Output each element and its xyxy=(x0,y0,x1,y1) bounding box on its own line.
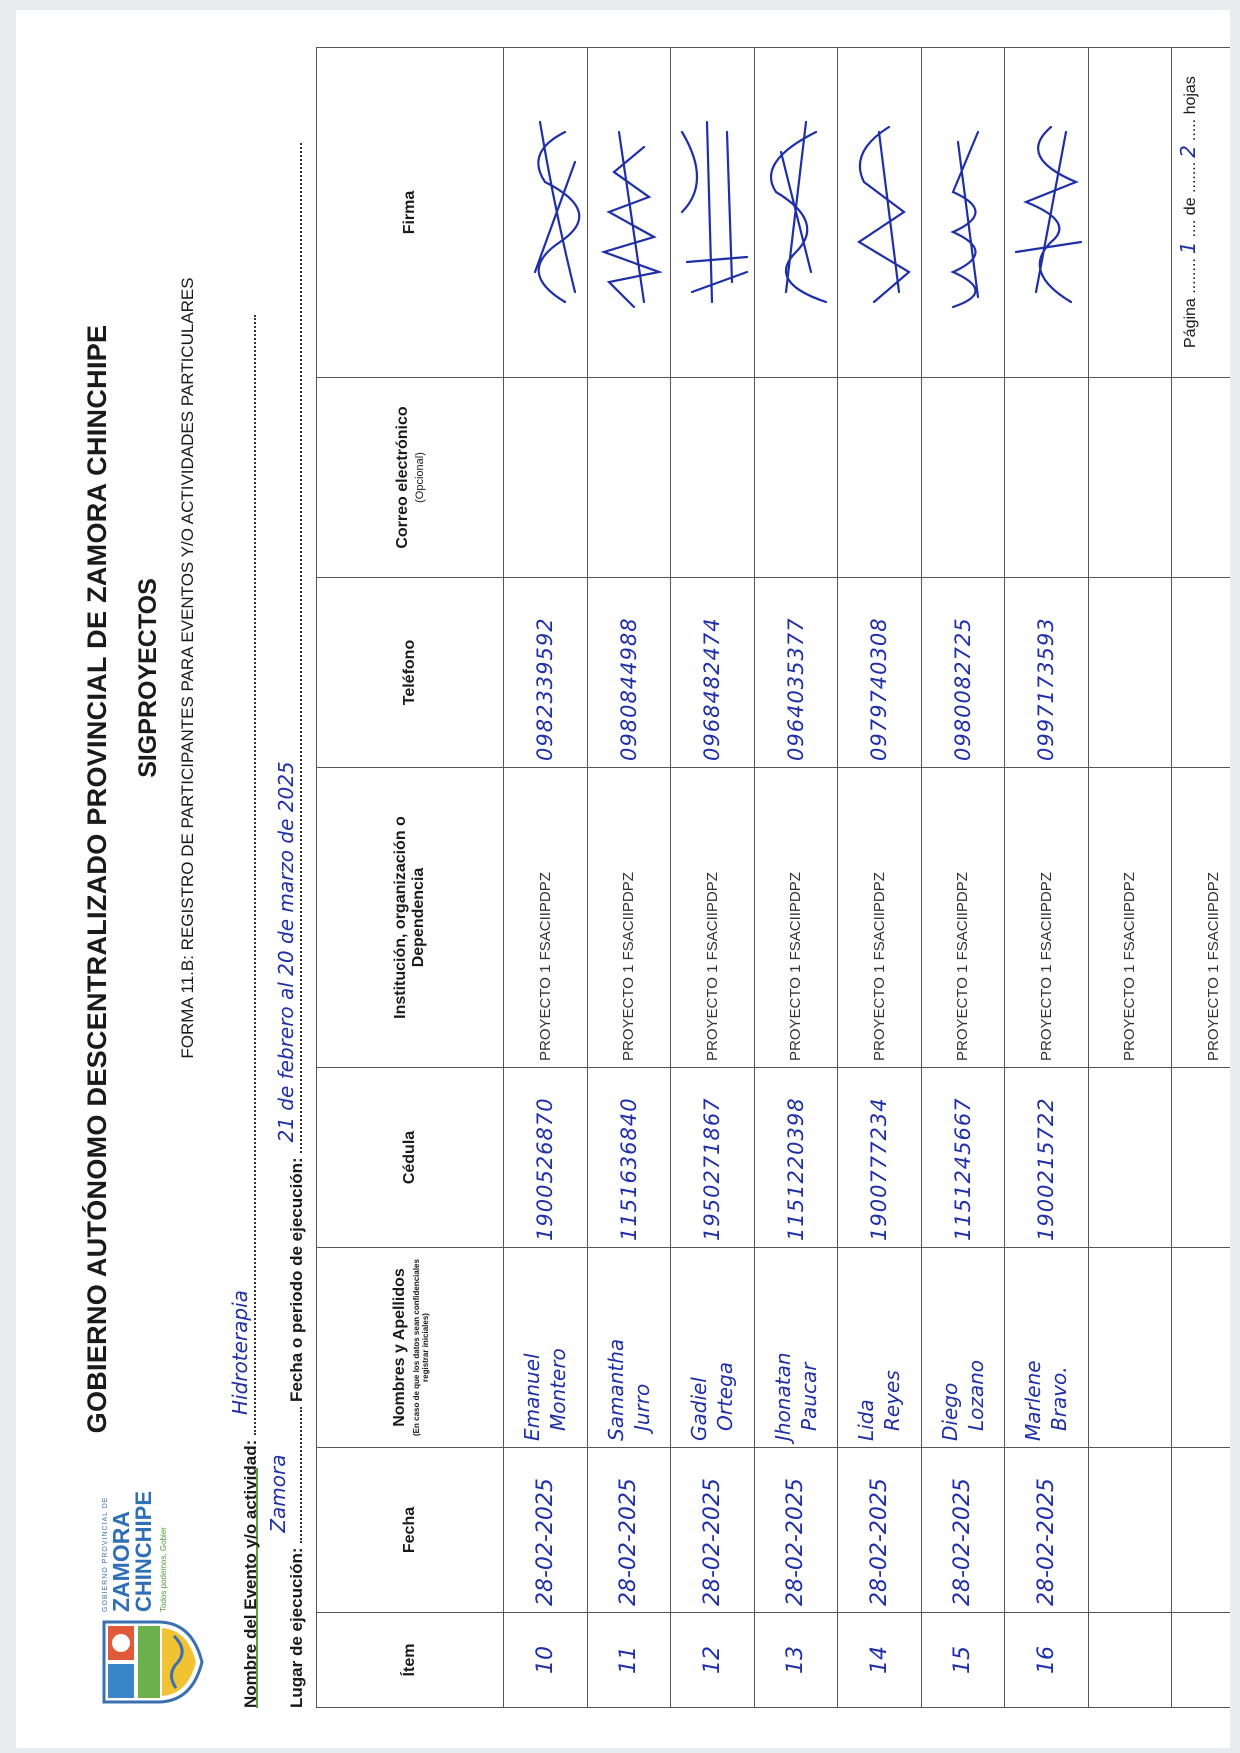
page-counter: Página ........1.... de .......2..... hojas xyxy=(1176,76,1200,348)
event-place-label: Lugar de ejecución: xyxy=(287,1547,306,1708)
event-date-field xyxy=(274,143,302,1153)
header-nombres xyxy=(317,1248,504,1448)
first-name: Gadiel xyxy=(687,1377,712,1441)
fecha-value: 28-02-2025 xyxy=(1033,1478,1059,1606)
cedula-value: 1151220398 xyxy=(783,1097,808,1241)
page-number: 1 xyxy=(1176,241,1200,255)
cell-fecha xyxy=(587,1448,671,1613)
cell-telefono xyxy=(921,578,1005,768)
signature-icon xyxy=(756,57,836,377)
cell-fecha xyxy=(838,1448,922,1613)
cell-cedula xyxy=(587,1068,671,1248)
last-name: Bravo. xyxy=(1047,1366,1072,1431)
cell-institucion xyxy=(1172,768,1231,1068)
cell-institucion xyxy=(504,768,588,1068)
last-name: Lozano xyxy=(963,1359,988,1431)
table-row xyxy=(504,48,588,1708)
fecha-value: 28-02-2025 xyxy=(616,1478,642,1606)
prefecture-logo xyxy=(96,1490,246,1708)
cell-firma xyxy=(504,48,588,378)
cell-cedula xyxy=(504,1068,588,1248)
cell-item xyxy=(754,1613,838,1708)
event-name-value: Hidroterapia xyxy=(228,1290,252,1415)
cell-telefono xyxy=(1172,578,1231,768)
fecha-value: 28-02-2025 xyxy=(783,1478,809,1606)
header-telefono: Teléfono xyxy=(317,578,504,768)
institucion-value: PROYECTO 1 FSACIIPDPZ xyxy=(703,872,721,1061)
table-row xyxy=(921,48,1005,1708)
cell-institucion xyxy=(921,768,1005,1068)
page-of-label: de xyxy=(1182,197,1199,216)
cell-correo xyxy=(587,378,671,578)
cell-correo xyxy=(754,378,838,578)
cell-correo xyxy=(671,378,755,578)
cell-fecha xyxy=(1172,1448,1231,1613)
cell-correo xyxy=(1088,378,1172,578)
cell-item xyxy=(587,1613,671,1708)
cell-fecha xyxy=(1088,1448,1172,1613)
item-value: 15 xyxy=(950,1646,976,1674)
telefono-value: 0997173593 xyxy=(1034,617,1059,761)
telefono-value: 0980082725 xyxy=(950,617,975,761)
cedula-value: 1151245667 xyxy=(950,1097,975,1241)
rotated-form xyxy=(16,10,1230,1748)
cell-nombres xyxy=(671,1248,755,1448)
institucion-value: PROYECTO 1 FSACIIPDPZ xyxy=(787,872,805,1061)
cedula-value: 1950271867 xyxy=(700,1097,725,1241)
cedula-value: 1900215722 xyxy=(1034,1097,1059,1241)
first-name: Lida xyxy=(854,1399,879,1441)
cell-firma xyxy=(671,48,755,378)
cell-fecha xyxy=(671,1448,755,1613)
item-value: 11 xyxy=(616,1646,642,1674)
cedula-value: 1900526870 xyxy=(533,1097,558,1241)
cell-nombres xyxy=(587,1248,671,1448)
cell-correo xyxy=(1172,378,1231,578)
table-header-row xyxy=(317,48,504,1708)
cell-cedula xyxy=(838,1068,922,1248)
cell-telefono xyxy=(1005,578,1089,768)
telefono-value: 0968482474 xyxy=(700,617,725,761)
header-institucion: Institución, organización o Dependencia xyxy=(317,768,504,1068)
scanned-sheet xyxy=(16,10,1230,1748)
cell-correo xyxy=(921,378,1005,578)
table-row xyxy=(1088,48,1172,1708)
cell-item xyxy=(1172,1613,1231,1708)
cell-nombres xyxy=(504,1248,588,1448)
item-value: 13 xyxy=(783,1646,809,1674)
page-total: 2 xyxy=(1176,145,1200,158)
cell-fecha xyxy=(921,1448,1005,1613)
cedula-value: 1900777234 xyxy=(867,1097,892,1241)
form-title: FORMA 11.B: REGISTRO DE PARTICIPANTES PARA EVENTOS Y/O ACTIVIDADES PARTICULARES xyxy=(178,277,197,1059)
cell-fecha xyxy=(504,1448,588,1613)
last-name: Ortega xyxy=(713,1361,738,1431)
header-correo-note: (Opcional) xyxy=(414,452,426,503)
first-name: Samantha xyxy=(603,1338,628,1441)
document-title: GOBIERNO AUTÓNOMO DESCENTRALIZADO PROVINCIAL DE ZAMORA CHINCHIPE xyxy=(82,324,112,1434)
item-value: 12 xyxy=(699,1646,725,1674)
table-row xyxy=(587,48,671,1708)
event-name-field xyxy=(228,315,256,1435)
telefono-value: 0980844988 xyxy=(616,617,641,761)
institucion-value: PROYECTO 1 FSACIIPDPZ xyxy=(1037,872,1055,1061)
institucion-value: PROYECTO 1 FSACIIPDPZ xyxy=(870,872,888,1061)
cell-firma xyxy=(921,48,1005,378)
cell-cedula xyxy=(754,1068,838,1248)
cell-telefono xyxy=(504,578,588,768)
participants-table xyxy=(316,47,1230,1708)
telefono-value: 0964035377 xyxy=(783,617,808,761)
fecha-value: 28-02-2025 xyxy=(950,1478,976,1606)
event-name-label: Nombre del Evento y/o actividad: xyxy=(241,1439,260,1708)
cell-fecha xyxy=(754,1448,838,1613)
cedula-value: 1151636840 xyxy=(616,1097,641,1241)
event-place-field xyxy=(266,1407,302,1543)
cell-telefono xyxy=(671,578,755,768)
institucion-value: PROYECTO 1 FSACIIPDPZ xyxy=(954,872,972,1061)
header-correo-label: Correo electrónico xyxy=(394,406,411,549)
cell-telefono xyxy=(1088,578,1172,768)
last-name: Montero xyxy=(546,1348,571,1431)
event-date-value: 21 de febrero al 20 de marzo de 2025 xyxy=(274,761,298,1143)
cell-nombres xyxy=(754,1248,838,1448)
cell-firma xyxy=(1088,48,1172,378)
header-nombres-note: (En caso de que los datos sean confidenciales registrar iniciales) xyxy=(411,1259,430,1436)
cell-institucion xyxy=(671,768,755,1068)
item-value: 16 xyxy=(1033,1646,1059,1674)
table-row xyxy=(838,48,922,1708)
fecha-value: 28-02-2025 xyxy=(532,1478,558,1606)
institucion-value: PROYECTO 1 FSACIIPDPZ xyxy=(536,872,554,1061)
cell-item xyxy=(921,1613,1005,1708)
header-nombres-label: Nombres y Apellidos xyxy=(390,1268,408,1427)
logo-tagline: Todos podemos, Gobier xyxy=(159,1527,168,1612)
cell-firma xyxy=(1005,48,1089,378)
table-row xyxy=(1005,48,1089,1708)
cell-firma xyxy=(587,48,671,378)
logo-line-1: ZAMORA xyxy=(108,1511,134,1612)
telefono-value: 0979740308 xyxy=(867,617,892,761)
cell-firma xyxy=(754,48,838,378)
header-correo xyxy=(317,378,504,578)
institucion-value: PROYECTO 1 FSACIIPDPZ xyxy=(1121,872,1139,1061)
cell-item xyxy=(671,1613,755,1708)
item-value: 10 xyxy=(532,1646,558,1674)
cell-institucion xyxy=(1005,768,1089,1068)
cell-telefono xyxy=(587,578,671,768)
cell-cedula xyxy=(1088,1068,1172,1248)
logo-line-2: CHINCHIPE xyxy=(131,1490,156,1612)
fecha-value: 28-02-2025 xyxy=(866,1478,892,1606)
telefono-value: 0982339592 xyxy=(533,617,558,761)
cell-firma xyxy=(838,48,922,378)
cell-correo xyxy=(504,378,588,578)
item-value: 14 xyxy=(866,1646,892,1674)
cell-institucion xyxy=(754,768,838,1068)
header-firma: Firma xyxy=(317,48,504,378)
event-name-line xyxy=(228,315,261,1708)
cell-nombres xyxy=(1088,1248,1172,1448)
cell-institucion xyxy=(1088,768,1172,1068)
table-row xyxy=(671,48,755,1708)
cell-correo xyxy=(838,378,922,578)
last-name: Reyes xyxy=(880,1370,905,1431)
fecha-value: 28-02-2025 xyxy=(699,1478,725,1606)
table-row xyxy=(754,48,838,1708)
page-label: Página xyxy=(1182,298,1199,348)
cell-nombres xyxy=(921,1248,1005,1448)
header-cedula: Cédula xyxy=(317,1068,504,1248)
document-subtitle: SIGPROYECTOS xyxy=(134,578,162,778)
signature-icon xyxy=(589,57,669,377)
cell-item xyxy=(504,1613,588,1708)
cell-fecha xyxy=(1005,1448,1089,1613)
cell-cedula xyxy=(921,1068,1005,1248)
cell-cedula xyxy=(1005,1068,1089,1248)
header-item: Ítem xyxy=(317,1613,504,1708)
cell-nombres xyxy=(838,1248,922,1448)
participants-body xyxy=(504,48,1231,1708)
signature-icon xyxy=(672,57,752,377)
signature-icon xyxy=(1006,57,1086,377)
header-fecha: Fecha xyxy=(317,1448,504,1613)
cell-item xyxy=(838,1613,922,1708)
first-name: Marlene xyxy=(1021,1360,1046,1441)
institucion-value: PROYECTO 1 FSACIIPDPZ xyxy=(1204,872,1222,1061)
signature-icon xyxy=(839,57,919,377)
event-place-value: Zamora xyxy=(266,1454,290,1533)
cell-telefono xyxy=(838,578,922,768)
cell-institucion xyxy=(838,768,922,1068)
first-name: Jhonatan xyxy=(770,1352,795,1441)
logo-top-text: GOBIERNO PROVINCIAL DE xyxy=(102,1496,109,1612)
cell-telefono xyxy=(754,578,838,768)
cell-correo xyxy=(1005,378,1089,578)
first-name: Diego xyxy=(937,1382,962,1441)
last-name: Paucar xyxy=(796,1362,821,1431)
last-name: Jurro xyxy=(629,1383,654,1431)
event-place-date-line xyxy=(266,143,307,1708)
signature-icon xyxy=(923,57,1003,377)
cell-cedula xyxy=(671,1068,755,1248)
event-date-label: Fecha o periodo de ejecución: xyxy=(287,1157,306,1402)
cell-nombres xyxy=(1172,1248,1231,1448)
cell-institucion xyxy=(587,768,671,1068)
first-name: Emanuel xyxy=(520,1353,545,1441)
cell-nombres xyxy=(1005,1248,1089,1448)
page-sheets-label: hojas xyxy=(1182,76,1199,115)
cell-item xyxy=(1005,1613,1089,1708)
signature-icon xyxy=(505,57,585,377)
cell-item xyxy=(1088,1613,1172,1708)
cell-cedula xyxy=(1172,1068,1231,1248)
institucion-value: PROYECTO 1 FSACIIPDPZ xyxy=(620,872,638,1061)
